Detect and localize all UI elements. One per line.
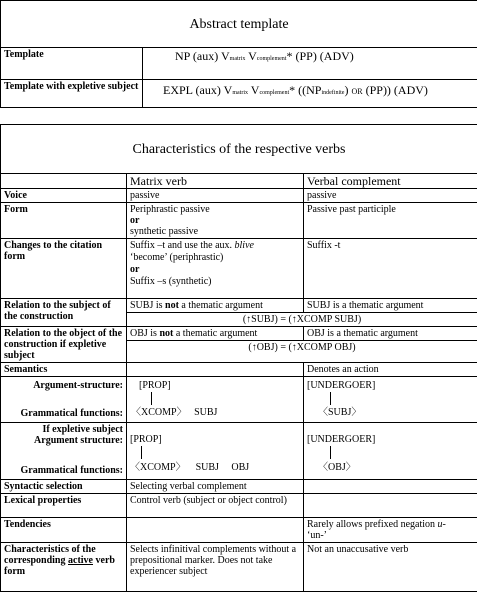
gf2-matrix: 〈XCOMP〉 SUBJ OBJ bbox=[130, 462, 250, 473]
gf2-label: Grammatical functions: bbox=[20, 465, 123, 476]
abstract-title: Abstract template bbox=[1, 1, 477, 48]
changes-label: Changes to the citation form bbox=[1, 239, 127, 299]
mapping-line bbox=[151, 392, 152, 405]
header-blank bbox=[1, 174, 127, 189]
form-label: Form bbox=[1, 203, 127, 239]
form-complement: Passive past participle bbox=[304, 203, 477, 239]
gf2-complement: 〈OBJ〉 bbox=[318, 462, 356, 473]
rel-obj-label: Relation to the object of the construction if expletive subject bbox=[1, 327, 127, 363]
rel-subj-matrix: SUBJ is not a thematic argument bbox=[127, 299, 304, 313]
mapping-line bbox=[330, 446, 331, 459]
arg1-complement: [UNDERGOER] bbox=[307, 380, 376, 391]
characteristics-table bbox=[0, 124, 477, 592]
expl-label-block bbox=[1, 423, 127, 480]
gf1-matrix: 〈XCOMP〉 SUBJ bbox=[131, 407, 218, 418]
mapping-line bbox=[330, 392, 331, 405]
expl-label-a: If expletive subject bbox=[42, 424, 123, 435]
tendencies-matrix bbox=[127, 518, 304, 543]
lexical-label: Lexical properties bbox=[1, 494, 127, 518]
tendencies-complement: Rarely allows prefixed negation u- ‘un-’ bbox=[304, 518, 477, 543]
argstruct-label-block bbox=[1, 377, 127, 423]
voice-complement: passive bbox=[304, 189, 477, 203]
expl-matrix-arg: [PROP] bbox=[130, 434, 162, 445]
gf1-label: Grammatical functions: bbox=[20, 408, 123, 419]
voice-label: Voice bbox=[1, 189, 127, 203]
semantics-matrix bbox=[127, 363, 304, 377]
syntactic-matrix: Selecting verbal complement bbox=[127, 480, 304, 494]
expletive-label: Template with expletive subject bbox=[1, 80, 143, 108]
header-complement: Verbal complement bbox=[304, 174, 477, 189]
expletive-value: EXPL (aux) Vmatrix Vcomplement* ((NPindefinite) or (PP)) (ADV) bbox=[143, 80, 477, 108]
expl-label-b: Argument structure: bbox=[34, 435, 123, 446]
mapping-line bbox=[141, 446, 142, 459]
arg1-matrix: [PROP] bbox=[139, 380, 171, 391]
gf1-complement: 〈SUBJ〉 bbox=[318, 407, 362, 418]
tendencies-label: Tendencies bbox=[1, 518, 127, 543]
rel-subj-equation: (↑SUBJ) = (↑XCOMP SUBJ) bbox=[127, 313, 477, 327]
argstruct-matrix-1 bbox=[127, 377, 304, 423]
syntactic-label: Syntactic selection bbox=[1, 480, 127, 494]
arg1-label: Argument-structure: bbox=[33, 380, 123, 391]
changes-complement: Suffix -t bbox=[304, 239, 477, 299]
rel-obj-equation: (↑OBJ) = (↑XCOMP OBJ) bbox=[127, 341, 477, 363]
active-complement: Not an unaccusative verb bbox=[304, 543, 477, 592]
lexical-complement bbox=[304, 494, 477, 518]
changes-matrix: Suffix –t and use the aux. blive ‘become’ (periphrastic) or Suffix –s (synthetic) bbox=[127, 239, 304, 299]
expl-complement bbox=[304, 423, 477, 480]
expl-matrix bbox=[127, 423, 304, 480]
abstract-template-table bbox=[0, 0, 477, 108]
characteristics-title: Characteristics of the respective verbs bbox=[1, 125, 477, 174]
rel-subj-label: Relation to the subject of the construction bbox=[1, 299, 127, 327]
header-matrix: Matrix verb bbox=[127, 174, 304, 189]
voice-matrix: passive bbox=[127, 189, 304, 203]
semantics-complement: Denotes an action bbox=[304, 363, 477, 377]
form-matrix: Periphrastic passive or synthetic passive bbox=[127, 203, 304, 239]
argstruct-complement-1 bbox=[304, 377, 477, 423]
rel-obj-matrix: OBJ is not a thematic argument bbox=[127, 327, 304, 341]
syntactic-complement bbox=[304, 480, 477, 494]
active-matrix: Selects infinitival complements without a prepositional marker. Does not take experiencer subject bbox=[127, 543, 304, 592]
expl-complement-arg: [UNDERGOER] bbox=[307, 434, 376, 445]
rel-obj-complement: OBJ is a thematic argument bbox=[304, 327, 477, 341]
template-value: NP (aux) Vmatrix Vcomplement* (PP) (ADV) bbox=[143, 48, 477, 80]
active-label: Characteristics of the corresponding active verb form bbox=[1, 543, 127, 592]
semantics-label: Semantics bbox=[1, 363, 127, 377]
template-label: Template bbox=[1, 48, 143, 80]
rel-subj-complement: SUBJ is a thematic argument bbox=[304, 299, 477, 313]
lexical-matrix: Control verb (subject or object control) bbox=[127, 494, 304, 518]
